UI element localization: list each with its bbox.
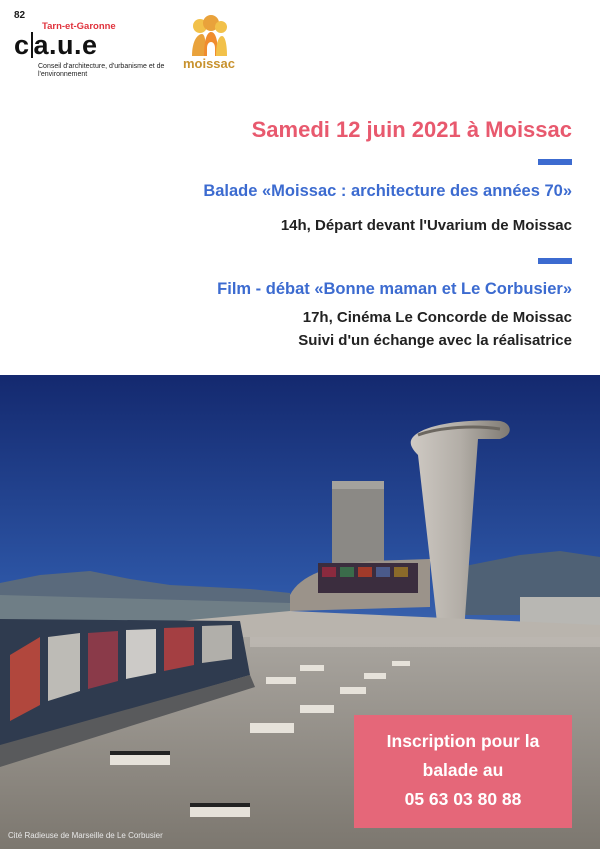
caue-wordmark-prefix: c — [14, 30, 30, 60]
caue-wordmark-text: a.u.e — [33, 30, 98, 60]
photo-caption: Cité Radieuse de Marseille de Le Corbusier — [8, 831, 163, 840]
poster-header — [0, 0, 600, 375]
caue-description: Conseil d'architecture, d'urbanisme et de l'environnement — [38, 63, 165, 78]
caue-department-name: Tarn-et-Garonne — [42, 21, 116, 32]
moissac-logo — [178, 12, 240, 74]
section-divider — [538, 159, 572, 165]
registration-line2: balade au — [422, 760, 504, 780]
caue-wordmark — [14, 30, 98, 61]
registration-phone[interactable]: 05 63 03 80 88 — [404, 789, 522, 809]
moissac-emblem-icon — [178, 12, 240, 58]
moissac-wordmark: moissac — [182, 56, 236, 71]
caue-wordmark-bar — [31, 32, 33, 58]
caue-department-number: 82 — [14, 10, 26, 21]
registration-line1: Inscription pour la — [386, 731, 540, 751]
event-date: Samedi 12 juin 2021 à Moissac — [251, 117, 572, 142]
film-detail: 17h, Cinéma Le Concorde de Moissac — [302, 309, 572, 326]
registration-box — [354, 715, 572, 828]
film-title: Film - débat «Bonne maman et Le Corbusier» — [217, 280, 572, 298]
walk-detail: 14h, Départ devant l'Uvarium de Moissac — [280, 217, 572, 234]
section-divider — [538, 258, 572, 264]
film-followup: Suivi d'un échange avec la réalisatrice — [298, 332, 572, 349]
walk-title: Balade «Moissac : architecture des années 70» — [203, 182, 572, 200]
